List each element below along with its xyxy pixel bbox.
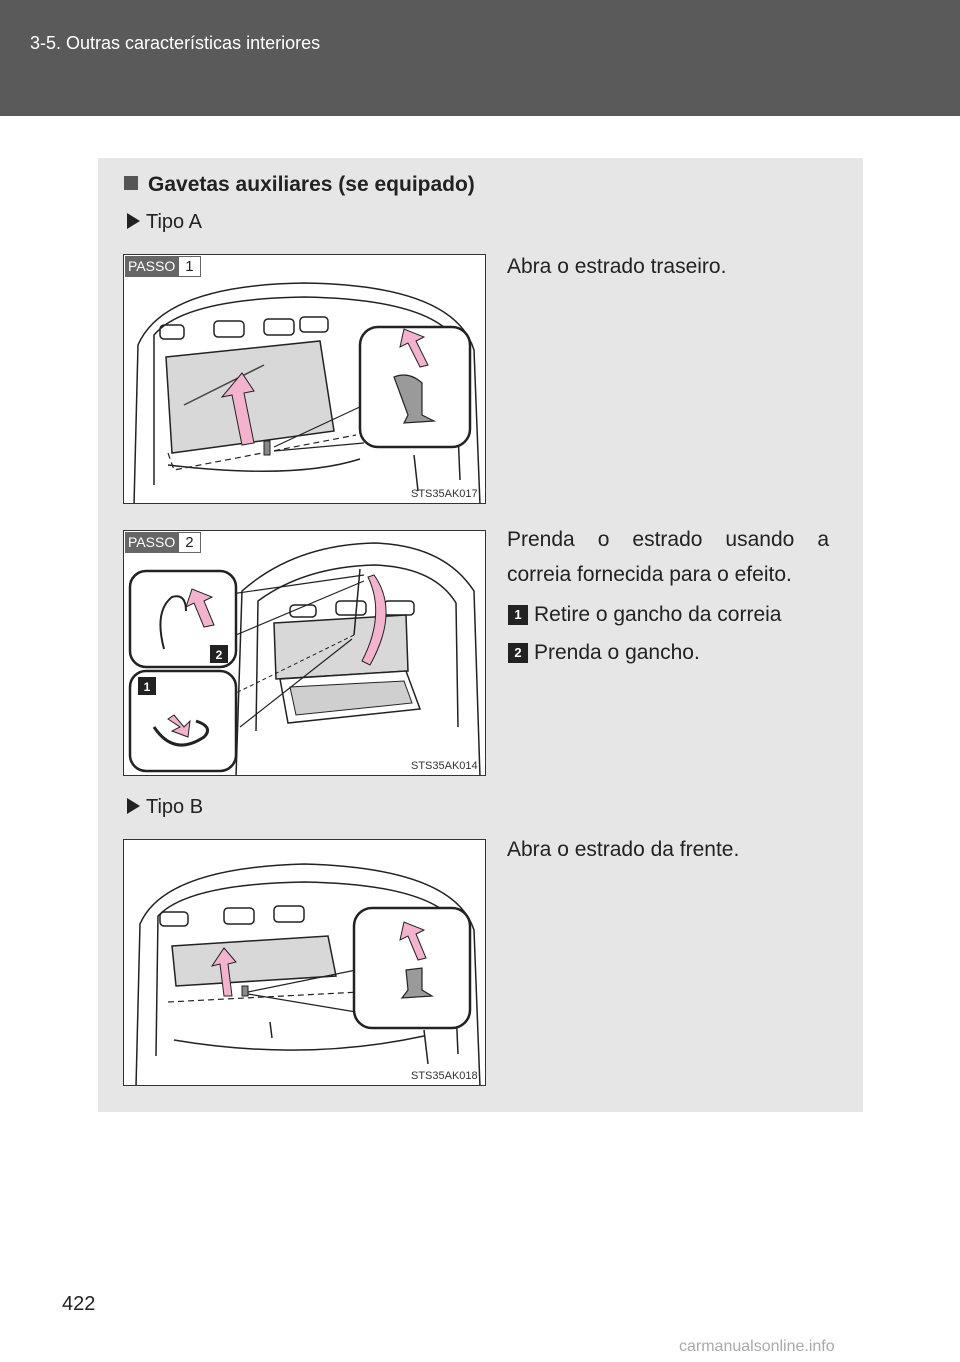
figure-type-b	[123, 839, 486, 1086]
type-b-instruction: Abra o estrado da frente.	[507, 838, 740, 861]
type-b-label	[127, 796, 203, 819]
front-deck-illustration	[124, 840, 486, 1086]
step1-instruction: Abra o estrado traseiro.	[507, 255, 727, 278]
square-bullet-icon	[124, 176, 138, 190]
type-b-label-text: Tipo B	[146, 796, 204, 818]
type-a-label-text: Tipo A	[146, 211, 202, 233]
step-badge	[125, 256, 201, 277]
triangle-bullet-icon	[127, 213, 140, 229]
item-text: Prenda o gancho.	[534, 641, 700, 664]
item-number-badge: 1	[508, 605, 528, 625]
figure-step-1	[123, 254, 486, 504]
watermark: carmanualsonline.info	[679, 1338, 835, 1355]
triangle-bullet-icon	[127, 798, 140, 814]
section-title	[124, 173, 475, 197]
step-word: PASSO	[125, 256, 178, 277]
figure-step-2	[123, 530, 486, 776]
step-number: 1	[178, 256, 200, 277]
strap-illustration	[124, 531, 486, 776]
step-badge	[125, 532, 201, 553]
page-number: 422	[62, 1293, 96, 1315]
svg-text:1: 1	[143, 680, 151, 694]
step-number: 2	[178, 532, 200, 553]
type-a-label	[127, 211, 202, 234]
figure-code: STS35AK018	[411, 1070, 478, 1082]
step-word: PASSO	[125, 532, 178, 553]
figure-code: STS35AK017	[411, 488, 478, 500]
trunk-illustration	[124, 255, 486, 504]
step2-item-2	[508, 641, 700, 665]
step2-item-1	[508, 603, 781, 627]
item-text: Retire o gancho da correia	[534, 603, 782, 626]
svg-text:2: 2	[215, 648, 223, 662]
section-heading: 3-5. Outras características interiores	[30, 33, 321, 53]
page-header	[0, 0, 960, 116]
figure-code: STS35AK014	[411, 760, 478, 772]
section-title-text: Gavetas auxiliares (se equipado)	[148, 173, 475, 196]
item-number-badge: 2	[508, 643, 528, 663]
step2-instruction: Prenda o estrado usando a correia fornecida para o efeito.	[507, 528, 829, 586]
